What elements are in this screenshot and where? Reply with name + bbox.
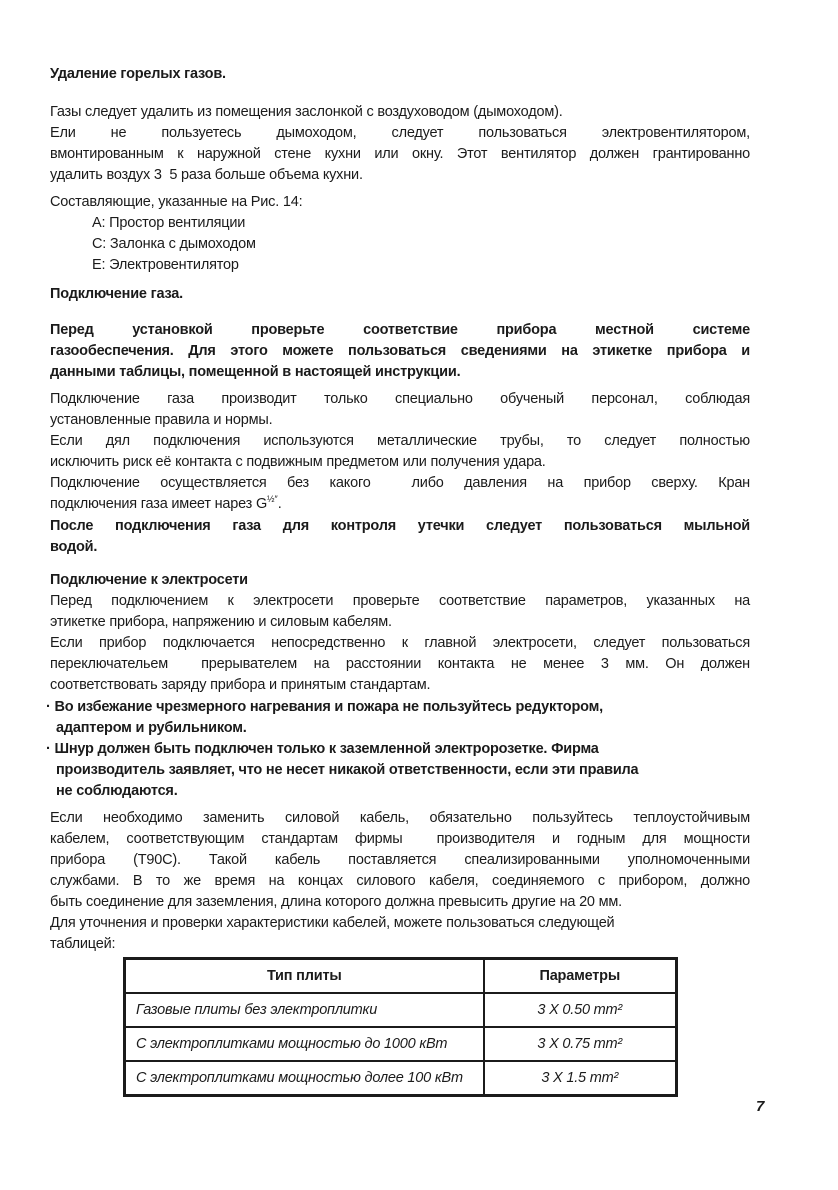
- text-line: вмонтированным к наружной стене кухни или окну. Этот вентилятор должен грантированно: [50, 146, 750, 162]
- components-list: [50, 192, 750, 276]
- paragraph-leak-warning: [50, 516, 750, 558]
- text-line: исключить риск её контакта с подвижным предметом или получения удара.: [50, 454, 546, 470]
- cable-spec-table: [123, 957, 678, 1097]
- component-item-c: C: Залонка с дымоходом: [92, 236, 256, 252]
- cell-parameter: 3 X 0.50 mm²: [484, 993, 677, 1027]
- table-header-row: [125, 959, 677, 994]
- table-row: [125, 1027, 677, 1061]
- component-item-a: A: Простор вентиляции: [92, 215, 246, 231]
- cell-stove-type: С электроплитками мощностью долее 100 кВт: [125, 1061, 484, 1096]
- paragraph-flue-gas: [50, 102, 750, 186]
- table-row: [125, 993, 677, 1027]
- components-intro: Составляющие, указанные на Рис. 14:: [50, 194, 303, 210]
- section-heading-flue-gas-removal: [50, 64, 750, 85]
- text-line: соответствовать заряду прибора и принятым стандартам.: [50, 677, 431, 693]
- text-line: данными таблицы, помещенной в настоящей инструкции.: [50, 364, 461, 380]
- text-line: Ели не пользуетесь дымоходом, следует пользоваться электровентилятором,: [50, 125, 750, 141]
- bullet-item-continuation: производитель заявляет, что не несет никакой ответственности, если эти правила: [56, 762, 639, 778]
- paragraph-gas-warning: [50, 320, 750, 383]
- cell-parameter: 3 X 0.75 mm²: [484, 1027, 677, 1061]
- table-row: [125, 1061, 677, 1096]
- text-line: установленные правила и нормы.: [50, 412, 273, 428]
- heading-text: Подключение к электросети: [50, 572, 248, 588]
- thread-pre: подключения газа имеет нарез G: [50, 496, 268, 512]
- paragraph-gas-body: [50, 389, 750, 515]
- heading-text: Подключение газа.: [50, 286, 184, 302]
- text-line: Если необходимо заменить силовой кабель, обязательно пользуйтесь теплоустойчивым: [50, 810, 750, 826]
- bullet-item-continuation: адаптером и рубильником.: [56, 720, 247, 736]
- text-line: прибора (Т90С). Такой кабель поставляется спеализированными уполномоченными: [50, 852, 750, 868]
- text-line: быть соединение для заземления, длина которого должна превысить другие на 20 мм.: [50, 894, 622, 910]
- text-line: Перед подключением к электросети проверьте соответствие параметров, указанных на: [50, 593, 750, 609]
- bullet-item: · Во избежание чрезмерного нагревания и пожара не пользуйтесь редуктором,: [46, 699, 603, 715]
- bullet-item: · Шнур должен быть подключен только к заземленной электророзетке. Фирма: [46, 741, 599, 757]
- text-line: Перед установкой проверьте соответствие прибора местной системе: [50, 322, 750, 338]
- text-line: Подключение осуществляется без какого либо давления на прибор сверху. Кран: [50, 475, 750, 491]
- text-line: этикетке прибора, напряжению и силовым кабелям.: [50, 614, 392, 630]
- section-heading-gas-connection: [50, 284, 750, 305]
- text-line: После подключения газа для контроля утечки следует пользоваться мыльной: [50, 518, 750, 534]
- column-header-stove-type: Тип плиты: [125, 959, 484, 994]
- text-line: кабелем, соответствующим стандартам фирмы производителя и годным для мощности: [50, 831, 750, 847]
- text-line-thread-size: [50, 494, 750, 515]
- cell-stove-type: С электроплитками мощностью до 1000 кВт: [125, 1027, 484, 1061]
- text-line: таблицей:: [50, 936, 116, 952]
- thread-post: .: [277, 496, 282, 512]
- bullet-item-continuation: не соблюдаются.: [56, 783, 178, 799]
- section-heading-electric-connection: [50, 570, 750, 591]
- text-line: Подключение газа производит только специально обученый персонал, соблюдая: [50, 391, 750, 407]
- component-item-e: E: Электровентилятор: [92, 257, 239, 273]
- text-line: водой.: [50, 539, 98, 555]
- heading-text: Удаление горелых газов.: [50, 66, 226, 82]
- text-line: газообеспечения. Для этого можете пользоваться сведениями на этикетке прибора и: [50, 343, 750, 359]
- text-line: Если дял подключения используются металлические трубы, то следует полностью: [50, 433, 750, 449]
- text-line: службами. В то же время на концах силового кабеля, соединяемого с прибором, должно: [50, 873, 750, 889]
- column-header-parameters: Параметры: [484, 959, 677, 994]
- paragraph-electric-body: [50, 591, 750, 696]
- page-number: 7: [756, 1098, 765, 1115]
- text-line: удалить воздух 3 5 раза больше объема кухни.: [50, 167, 363, 183]
- text-line: Газы следует удалить из помещения заслонкой с воздуховодом (дымоходом).: [50, 104, 563, 120]
- cell-stove-type: Газовые плиты без электроплитки: [125, 993, 484, 1027]
- text-line: Если прибор подключается непосредственно к главной электросети, следует пользоваться: [50, 635, 750, 651]
- cell-parameter: 3 X 1.5 mm²: [484, 1061, 677, 1096]
- text-line: Для уточнения и проверки характеристики кабелей, можете пользоваться следующей: [50, 915, 615, 931]
- paragraph-cable-replacement: [50, 808, 750, 955]
- text-line: переключательем прерывателем на расстоянии контакта не менее 3 мм. Он должен: [50, 656, 750, 672]
- electric-warning-bullet-list: [46, 697, 752, 802]
- thread-size-sup: ½″: [267, 494, 278, 505]
